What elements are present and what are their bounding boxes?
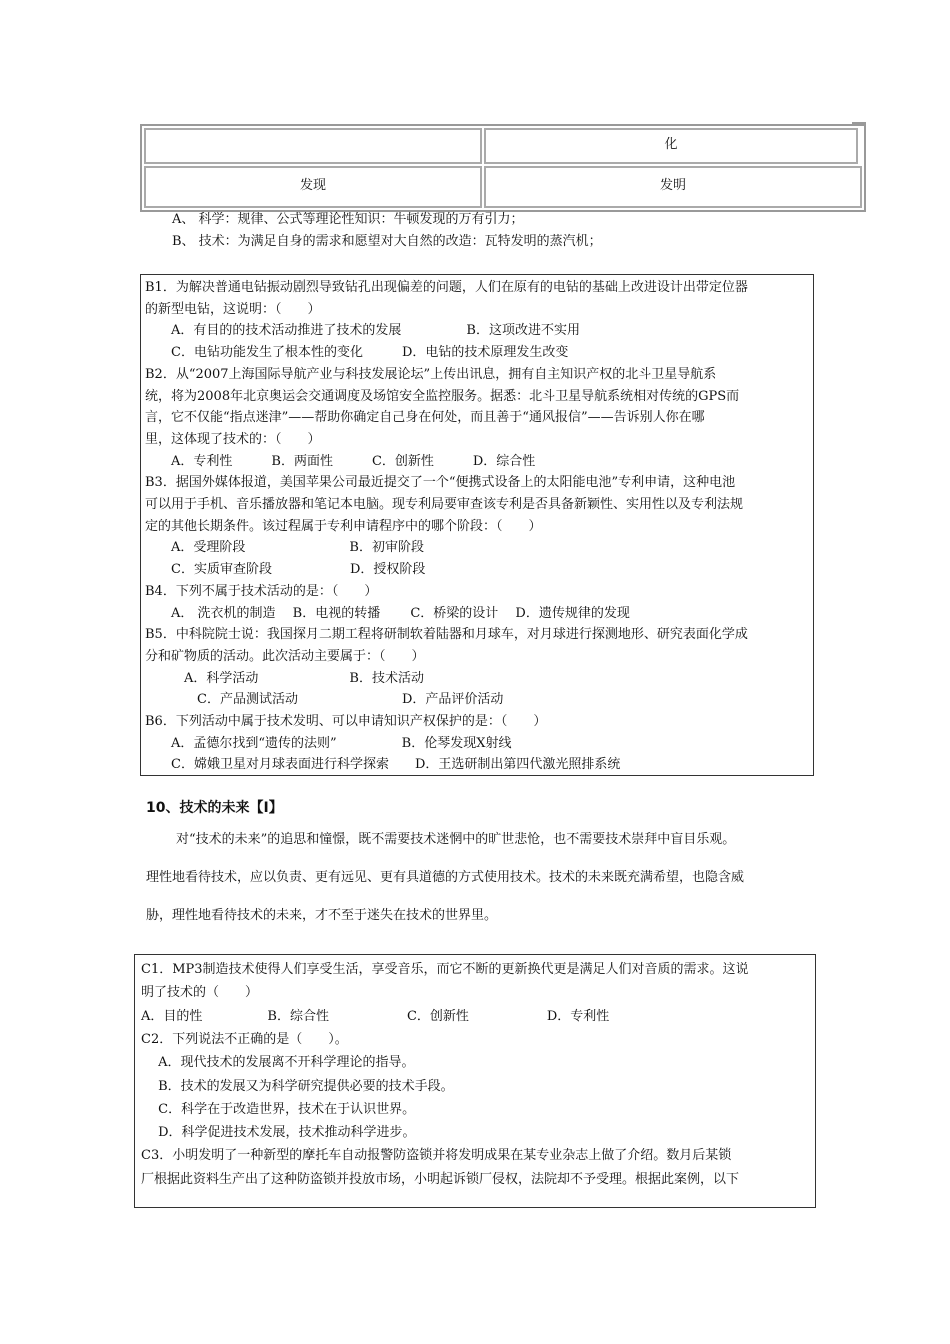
question-line: C．电钻功能发生了根本性的变化 D．电钻的技术原理发生改变 bbox=[145, 345, 569, 361]
question-line: A．科学活动 B．技术活动 bbox=[145, 670, 424, 686]
question-line: 的新型电钻，这说明：（ ） bbox=[145, 301, 321, 317]
question-line: 可以用于手机、音乐播放器和笔记本电脑。现专利局要审查该专利是否具备新颖性、实用性以及专利法规 bbox=[145, 497, 744, 512]
question-line: B5．中科院院士说：我国探月二期工程将研制软着陆器和月球车，对月球进行探测地形、研究表面化学成 bbox=[145, 627, 748, 643]
table-cell-r2-left bbox=[144, 166, 482, 208]
question-line: 统，将为2008年北京奥运会交通调度及场馆安全监控服务。据悉：北斗卫星导航系统相对传统的GPS而 bbox=[145, 388, 740, 404]
question-line: C．嫦娥卫星对月球表面进行科学探索 D．王选研制出第四代激光照排系统 bbox=[145, 757, 621, 773]
question-line: B6．下列活动中属于技术发明、可以申请知识产权保护的是：（ ） bbox=[145, 714, 547, 729]
question-line: B1．为解决普通电钻振动剧烈导致钻孔出现偏差的问题，人们在原有的电钻的基础上改进设计出带定位器 bbox=[145, 280, 748, 295]
question-line: B2．从“2007上海国际导航产业与科技发展论坛”上传出讯息，拥有自主知识产权的北斗卫星导航系 bbox=[145, 366, 717, 382]
table-cell-r2-right bbox=[484, 166, 862, 208]
paragraph-line: 对“技术的未来”的追思和憧憬，既不需要技术迷惘中的旷世悲怆，也不需要技术崇拜中盲目乐观。 bbox=[176, 832, 736, 847]
question-line: A．现代技术的发展离不开科学理论的指导。 bbox=[141, 1055, 415, 1071]
intro-line-a: A、 科学：规律、公式等理论性知识：牛顿发现的万有引力； bbox=[172, 212, 524, 227]
table-cell-text: 化 bbox=[664, 137, 678, 152]
section-heading: 10、技术的未来【I】 bbox=[146, 800, 283, 816]
question-line: A．有目的的技术活动推进了技术的发展 B．这项改进不实用 bbox=[145, 323, 580, 339]
question-line: 言，它不仅能“指点迷津”——帮助你确定自己身在何处，而且善于“通风报信”——告诉别人你在哪 bbox=[145, 410, 705, 426]
table-cell-r1-right bbox=[484, 128, 858, 164]
question-line: A．专利性 B．两面性 C．创新性 D．综合性 bbox=[145, 453, 536, 469]
question-line: A．受理阶段 B．初审阶段 bbox=[145, 540, 424, 556]
question-line: A．目的性 B．综合性 C．创新性 D．专利性 bbox=[141, 1008, 610, 1024]
question-line: C3．小明发明了一种新型的摩托车自动报警防盗锁并将发明成果在某专业杂志上做了介绍。数月后某锁 bbox=[141, 1148, 732, 1164]
question-line: A． 洗衣机的制造 B．电视的转播 C．桥梁的设计 D．遗传规律的发现 bbox=[145, 605, 630, 621]
question-line: C．科学在于改造世界，技术在于认识世界。 bbox=[141, 1101, 416, 1117]
comparison-table bbox=[140, 124, 866, 212]
question-line: C．实质审查阶段 D．授权阶段 bbox=[145, 562, 426, 578]
question-line: 定的其他长期条件。该过程属于专利申请程序中的哪个阶段：（ ） bbox=[145, 518, 542, 534]
paragraph-line: 理性地看待技术，应以负责、更有远见、更有具道德的方式使用技术。技术的未来既充满希望，也隐含威 bbox=[146, 870, 745, 885]
table-cell-r1-left bbox=[144, 128, 482, 164]
question-line: 分和矿物质的活动。此次活动主要属于：（ ） bbox=[145, 648, 425, 664]
question-line: B3．据国外媒体报道，美国苹果公司最近提交了一个“便携式设备上的太阳能电池”专利申请，这种电池 bbox=[145, 475, 736, 491]
intro-line-b: B、 技术：为满足自身的需求和愿望对大自然的改造：瓦特发明的蒸汽机； bbox=[172, 234, 602, 249]
question-line: A．孟德尔找到“遗传的法则” B．伦琴发现X射线 bbox=[145, 735, 512, 751]
table-cell-text: 发现 bbox=[299, 178, 326, 193]
question-line: 厂根据此资料生产出了这种防盗锁并投放市场，小明起诉锁厂侵权，法院却不予受理。根据此案例，以下 bbox=[141, 1171, 740, 1187]
paragraph-line: 胁，理性地看待技术的未来，才不至于迷失在技术的世界里。 bbox=[146, 908, 498, 923]
question-line: D．科学促进技术发展，技术推动科学进步。 bbox=[141, 1125, 416, 1141]
question-line: C2．下列说法不正确的是（ ）。 bbox=[141, 1031, 348, 1047]
question-line: C．产品测试活动 D．产品评价活动 bbox=[145, 692, 504, 708]
question-line: B4．下列不属于技术活动的是：（ ） bbox=[145, 583, 378, 599]
question-line: B．技术的发展又为科学研究提供必要的技术手段。 bbox=[141, 1078, 454, 1094]
question-line: 里，这体现了技术的：（ ） bbox=[145, 431, 321, 447]
question-box-b bbox=[140, 274, 814, 776]
question-line: 明了技术的（ ） bbox=[141, 985, 259, 1001]
question-line: C1．MP3制造技术使得人们享受生活，享受音乐，而它不断的更新换代更是满足人们对音质的需求。这说 bbox=[141, 962, 749, 977]
question-box-c bbox=[134, 954, 816, 1208]
table-cell-text: 发明 bbox=[659, 178, 686, 193]
